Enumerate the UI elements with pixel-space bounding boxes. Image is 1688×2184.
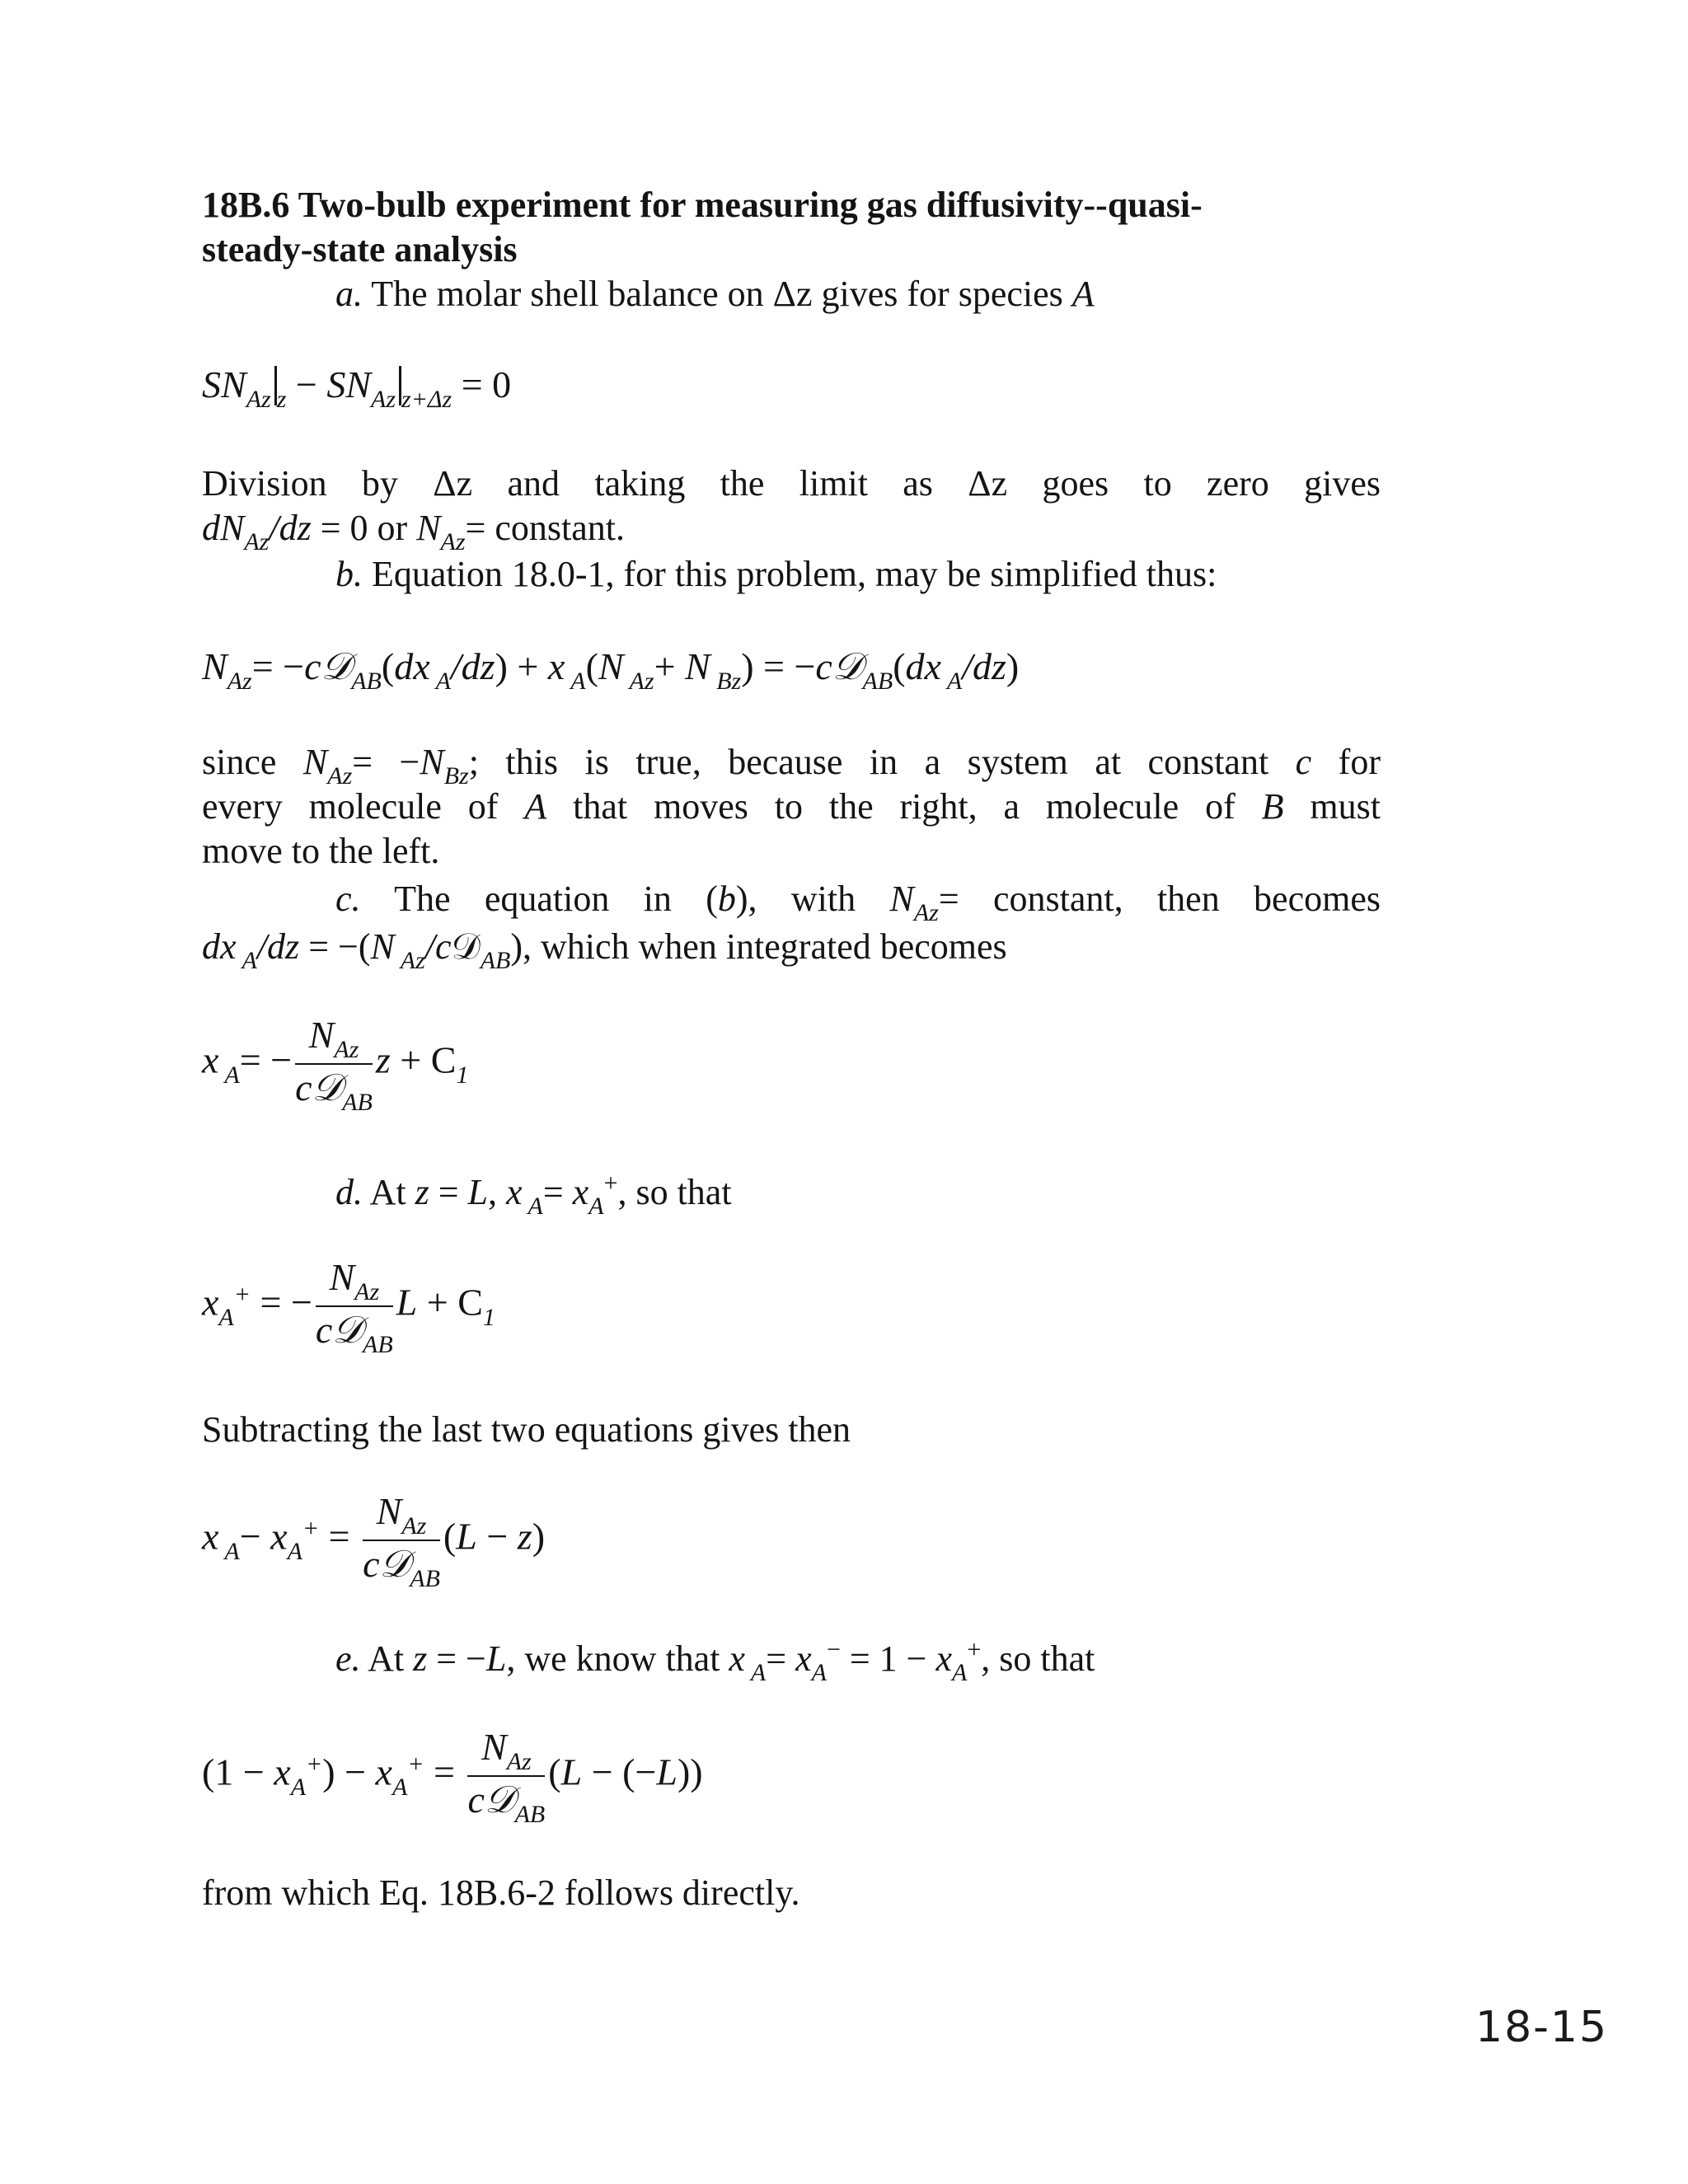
problem-title-text: Two-bulb experiment for measuring gas diffusivity--quasi- bbox=[298, 185, 1203, 225]
part-b-since-line-3: move to the left. bbox=[202, 831, 440, 871]
part-a-intro: a. The molar shell balance on Δz gives for species A bbox=[335, 274, 1095, 314]
part-a-equation: $SN_{Az}$ $_z - SN_{Az}$ $_{z+\Delta z}$ = 0 bbox=[202, 363, 512, 413]
part-d-label: d. bbox=[335, 1172, 363, 1212]
part-e-label: e. bbox=[335, 1638, 361, 1679]
fraction: $\frac{N_{Az}}{c𝒟_{AB}}$ bbox=[315, 1256, 393, 1358]
part-b-label: b. bbox=[335, 554, 363, 594]
part-c-equation: x $_A$= − $\frac{N_{Az}}{c𝒟_{AB}}$ $z + C_1$ bbox=[202, 1014, 469, 1116]
part-b-since-line-2: every molecule of A that moves to the right, a molecule of B must bbox=[202, 786, 1381, 827]
part-d-equation-2: x $_A- x_A^+$ = $\frac{N_{Az}}{c𝒟_{AB}}$ (L − z) bbox=[202, 1490, 546, 1592]
page-number: 18-15 bbox=[1475, 2003, 1609, 2052]
part-e-intro: e. At z = −L, we know that x $_A= x_A^- = 1 - x_A^+$, so that bbox=[335, 1636, 1095, 1686]
fraction: $\frac{N_{Az}}{c𝒟_{AB}}$ bbox=[363, 1490, 440, 1592]
part-a-label: a. bbox=[335, 274, 363, 314]
problem-title bbox=[202, 183, 1381, 272]
part-b-since-line-1: since $N_{Az}= -N_{Bz}$; this is true, because in a system at constant c for bbox=[202, 742, 1381, 790]
part-e-conclusion: from which Eq. 18B.6-2 follows directly. bbox=[202, 1872, 800, 1913]
problem-title-line-2: steady-state analysis bbox=[202, 229, 518, 269]
part-d-equation: $x_A^+$ = − $\frac{N_{Az}}{c𝒟_{AB}}$ $L + C_1$ bbox=[202, 1256, 495, 1358]
part-a-followup-line-2: $dN_{Az}/dz = 0$ or $N_{Az}=$ constant. bbox=[202, 508, 625, 555]
part-a-followup-line-1: Division by Δz and taking the limit as Δz goes to zero gives bbox=[202, 463, 1381, 504]
problem-number: 18B.6 bbox=[202, 185, 290, 225]
part-b-equation: $N_{Az}=$ −c𝒟$_{AB}$(dx $_A$/dz) + x $_A$(N $_{Az}$+ N $_{Bz}$) = −c𝒟$_{AB}$(dx $_A$/dz) bbox=[202, 645, 1020, 695]
part-c-label: c. bbox=[335, 879, 361, 919]
part-d-subtract-text: Subtracting the last two equations gives then bbox=[202, 1409, 851, 1450]
problem-title-line-1 bbox=[202, 183, 1381, 227]
fraction: $\frac{N_{Az}}{c𝒟_{AB}}$ bbox=[467, 1726, 546, 1828]
part-c-line-2: dx $_A$/dz = −(N $_{Az}$/c𝒟$_{AB}$), which when integrated becomes bbox=[202, 926, 1007, 974]
part-d-intro: d. At z = L, x $_A= x_A^+$, so that bbox=[335, 1169, 732, 1220]
part-e-equation: $(1 - x_A^+) - x_A^+$ = $\frac{N_{Az}}{c𝒟_{AB}}$ (L − (−L)) bbox=[202, 1726, 703, 1828]
fraction: $\frac{N_{Az}}{c𝒟_{AB}}$ bbox=[295, 1014, 373, 1116]
part-c-line-1: c. The equation in (b), with $N_{Az}=$ constant, then becomes bbox=[335, 879, 1381, 926]
part-b-intro: b. Equation 18.0-1, for this problem, may be simplified thus: bbox=[335, 554, 1217, 594]
